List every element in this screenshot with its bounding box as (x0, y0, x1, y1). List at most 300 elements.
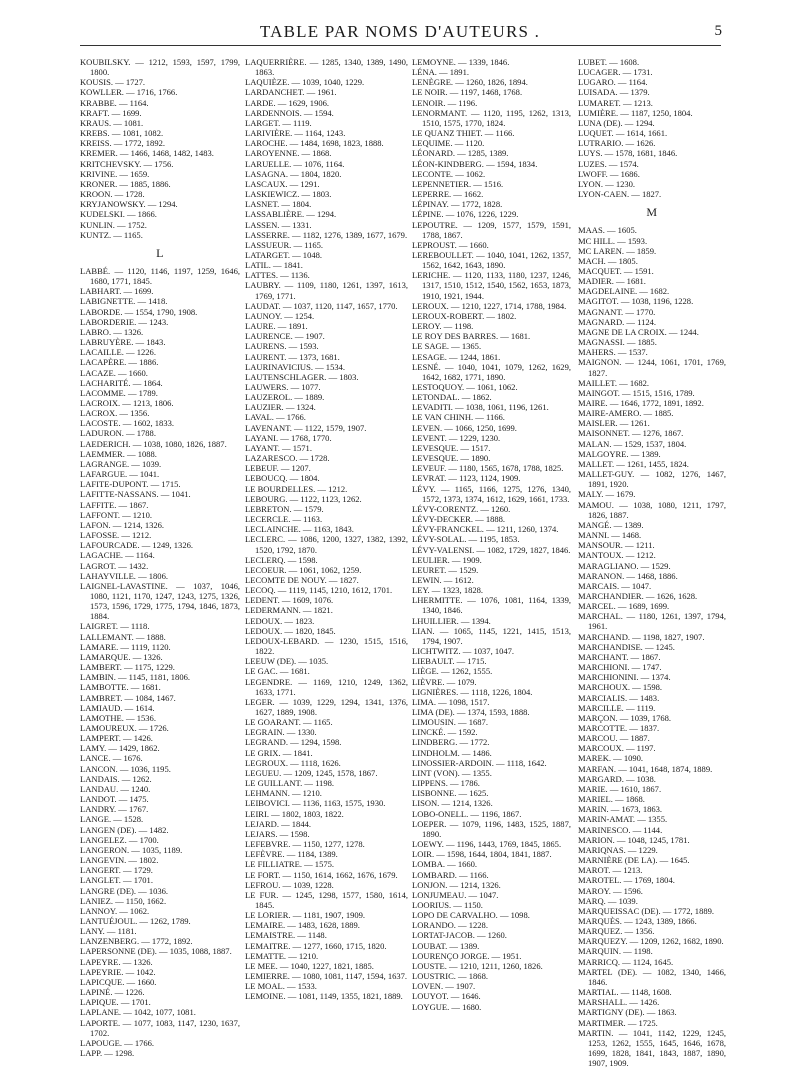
index-entry: MARCEL. — 1689, 1699. (578, 601, 670, 612)
index-entry: LANDOT. — 1475. (80, 794, 149, 805)
index-entry: LÉVY-SOLAL. — 1195, 1853. (412, 534, 520, 545)
index-entry: KOWLLER. — 1716, 1766. (80, 87, 178, 98)
index-entry: LAMARQUE. — 1326. (80, 651, 163, 662)
index-entry: LAMOUREUX. — 1726. (80, 723, 169, 733)
index-entry: LEFROU. — 1039, 1228. (245, 879, 334, 890)
index-entry: LAPOUGE. — 1766. (80, 1037, 155, 1048)
index-entry: MAIRE. — 1646, 1772, 1891, 1892. (578, 398, 704, 408)
index-entry: MARCHOUX. — 1598. (578, 682, 663, 693)
index-entry: LOEPER. — 1079, 1196, 1483, 1525, 1887, 1890. (412, 818, 571, 839)
index-entry: LACOMME. — 1789. (80, 387, 158, 398)
index-entry: LEULIER. — 1909. (412, 554, 482, 565)
index-entry: LÉPINE. — 1076, 1226, 1229. (412, 209, 519, 220)
index-entry: MAGNANT. — 1770. (578, 306, 656, 317)
index-entry: LAFOURCADE. — 1249, 1326. (80, 540, 194, 551)
index-entry: LAURINAVICIUS. — 1534. (245, 361, 346, 372)
index-entry: LAPICQUE. — 1660. (80, 976, 157, 987)
index-entry: LANGRE (DE). — 1036. (80, 885, 169, 896)
index-entry: LWOFF. — 1686. (578, 168, 640, 179)
index-entry: MC LAREN. — 1859. (578, 245, 657, 256)
index-entry: LUNA (DE). — 1294. (578, 117, 655, 128)
index-entry: LIMA (DE). — 1374, 1593, 1888. (412, 707, 530, 717)
index-entry: LE FUR. — 1245, 1298, 1577, 1580, 1614, 1845. (245, 889, 408, 910)
index-entry: LE LORIER. — 1181, 1907, 1909. (245, 910, 366, 921)
index-entry: MARIQNAS. — 1229. (578, 844, 658, 855)
index-entry: KRIVINE. — 1659. (80, 168, 150, 179)
index-entry: LARDE. — 1629, 1906. (245, 97, 330, 108)
index-entry: MARAGLIANO. — 1529. (578, 560, 671, 571)
index-entry: LECLAINCHE. — 1163, 1843. (245, 524, 354, 535)
index-entry: LECERCLE. — 1163. (245, 514, 323, 525)
index-column-2 (245, 57, 408, 1002)
index-entry: LAQUERRIÈRE. — 1285, 1340, 1389, 1490, 1863. (245, 57, 408, 78)
index-entry: LEVADITI. — 1038, 1061, 1196, 1261. (412, 402, 549, 413)
index-entry: LABORDE. — 1554, 1790, 1908. (80, 306, 198, 317)
index-entry: LEMAITRE. — 1277, 1660, 1715, 1820. (245, 940, 387, 951)
index-entry: LE FORT. — 1150, 1614, 1662, 1676, 1679. (245, 869, 398, 880)
index-entry: LEBEUF. — 1207. (245, 463, 311, 474)
index-entry: LETONDAL. — 1862. (412, 392, 492, 403)
index-entry: LEGENDRE. — 1169, 1210, 1249, 1362, 1633, 1771. (245, 676, 408, 697)
index-entry: LIMA. — 1098, 1517. (412, 696, 490, 707)
index-entry: LINCKÉ. — 1592. (412, 727, 478, 738)
index-entry: LACOSTE. — 1602, 1833. (80, 418, 175, 429)
index-entry: LANGERT. — 1729. (80, 865, 153, 876)
index-entry: LARIVIÈRE. — 1164, 1243. (245, 128, 346, 139)
page-header (80, 22, 720, 46)
index-entry: LAMBIN. — 1145, 1181, 1806. (80, 672, 190, 683)
index-entry: MC HILL. — 1593. (578, 235, 648, 246)
index-entry: LAMARE. — 1119, 1120. (80, 641, 171, 652)
index-entry: LAEMMER. — 1088. (80, 448, 157, 459)
index-entry: LASSEN. — 1331. (245, 219, 312, 230)
index-entry: MARCHAL. — 1180, 1261, 1397, 1794, 1961. (578, 611, 726, 632)
index-entry: MACQUET. — 1591. (578, 265, 654, 276)
index-entry: LADURON. — 1788. (80, 428, 156, 439)
index-entry: LUBET. — 1608. (578, 57, 640, 67)
index-entry: LATARGET. — 1048. (245, 249, 323, 260)
index-entry: MARCAIS. — 1047. (578, 580, 652, 591)
index-entry: MAMOU. — 1038, 1080, 1211, 1797, 1826, 1887. (578, 499, 726, 520)
index-entry: LEGRAND. — 1294, 1598. (245, 737, 342, 748)
index-entry: LANGE. — 1528. (80, 814, 144, 825)
index-entry: LENORMANT. — 1120, 1195, 1262, 1313, 1510, 1575, 1770, 1824. (412, 107, 571, 128)
index-entry: LACAILLE. — 1226. (80, 347, 156, 358)
index-entry: LASSUEUR. — 1165. (245, 239, 324, 250)
index-entry: LEWIN. — 1612. (412, 574, 474, 585)
index-entry: LAPEYRE. — 1326. (80, 956, 153, 967)
index-column-3 (412, 57, 571, 1012)
index-entry: KOUSIS. — 1727. (80, 77, 146, 88)
index-entry: LANGEN (DE). — 1482. (80, 824, 169, 835)
index-entry: LE QUANZ THIET. — 1166. (412, 128, 515, 139)
index-entry: MARTEL (DE). — 1082, 1340, 1466, 1846. (578, 966, 726, 987)
index-entry: LEPOUTRE. — 1209, 1577, 1579, 1591, 1788, 1867. (412, 219, 571, 240)
index-entry: LESTOQUOY. — 1061, 1062. (412, 382, 518, 392)
index-entry: MAGITOT. — 1038, 1196, 1228. (578, 296, 694, 307)
index-entry: LOUSTRIC. — 1868. (412, 971, 488, 982)
index-column-4 (578, 57, 726, 1068)
index-entry: MAHERS. — 1537. (578, 347, 648, 358)
index-entry: LHERMITTE. — 1076, 1081, 1164, 1339, 1340, 1846. (412, 595, 571, 616)
index-entry: LE SAGE. — 1365. (412, 341, 482, 352)
index-entry: LEURET. — 1529. (412, 564, 479, 575)
index-entry: MAILLET. — 1682. (578, 377, 650, 388)
index-entry: LABRO. — 1326. (80, 326, 144, 337)
index-entry: LAPEYRIE. — 1042. (80, 966, 156, 977)
index-entry: LEFEBVRE. — 1150, 1277, 1278. (245, 839, 365, 850)
index-entry: MAROTEL. — 1769, 1804. (578, 875, 675, 886)
index-entry: LANDAIS. — 1262. (80, 773, 152, 784)
index-entry: LABRUYÈRE. — 1843. (80, 337, 166, 348)
index-entry: LAROCHE. — 1484, 1698, 1823, 1888. (245, 138, 384, 149)
index-entry: LEDOUX-LEBARD. — 1230, 1515, 1516, 1822. (245, 635, 408, 657)
index-entry: MAROY. — 1596. (578, 885, 643, 896)
index-entry: MARQUEZY. — 1209, 1262, 1682, 1890. (578, 936, 724, 947)
index-entry: LAMY. — 1429, 1862. (80, 743, 160, 754)
index-entry: MARSHALL. — 1426. (578, 997, 660, 1008)
index-entry: MARINESCO. — 1144. (578, 824, 663, 835)
index-entry: LEDOUX. — 1820, 1845. (245, 625, 336, 636)
index-entry: LEROUX. — 1210, 1227, 1714, 1788, 1984. (412, 300, 567, 311)
index-entry: LAYANT. — 1571. (245, 442, 312, 453)
index-entry: LAMBOTTE. — 1681. (80, 682, 161, 693)
index-entry: LONJUMEAU. — 1047. (412, 889, 499, 900)
index-entry: MARQUEISSAC (DE). — 1772, 1889. (578, 905, 715, 916)
index-entry: MARQUIN. — 1198. (578, 946, 653, 957)
index-entry: LÉNA. — 1891. (412, 67, 469, 78)
index-entry: LAUNOY. — 1254. (245, 310, 315, 321)
index-entry: LANTUÉJOUL. — 1262, 1789. (80, 915, 191, 926)
index-entry: LERICHE. — 1120, 1133, 1180, 1237, 1246, 1317, 1510, 1512, 1540, 1562, 1653, 1873, 1910, 1921, 1944. (412, 270, 571, 301)
index-entry: LÉONARD. — 1285, 1389. (412, 148, 509, 159)
index-entry: LATIL. — 1841. (245, 260, 303, 271)
index-entry: KRYJANOWSKY. — 1294. (80, 199, 178, 210)
index-entry: LENOIR. — 1196. (412, 97, 478, 108)
index-entry: LE MEE. — 1040, 1227, 1821, 1885. (245, 960, 374, 971)
index-entry: LEMATTE. — 1210. (245, 950, 319, 961)
index-entry: LEGER. — 1039, 1229, 1294, 1341, 1376, 1627, 1889, 1908. (245, 696, 408, 717)
index-entry: KRABBE. — 1164. (80, 97, 149, 108)
index-entry: MARCOTTE. — 1837. (578, 723, 660, 733)
index-entry: LINDHOLM. — 1486. (412, 747, 492, 758)
index-entry: LUTRARIO. — 1626. (578, 138, 656, 149)
index-entry: LESAGE. — 1244, 1861. (412, 351, 501, 362)
index-entry: LACROIX. — 1213, 1806. (80, 398, 174, 408)
index-entry: LAUZIER. — 1324. (245, 402, 316, 413)
index-entry: LOEWY. — 1196, 1443, 1769, 1845, 1865. (412, 839, 562, 850)
index-entry: LEJARD. — 1844. (245, 818, 312, 829)
index-entry: LASCAUX. — 1291. (245, 178, 320, 189)
index-entry: LAMBERT. — 1175, 1229. (80, 662, 175, 673)
index-entry: LEVENT. — 1229, 1230. (412, 432, 501, 443)
index-entry: LISBONNE. — 1625. (412, 788, 489, 799)
section-letter: M (646, 205, 658, 220)
index-entry: LIAN. — 1065, 1145, 1221, 1415, 1513, 1794, 1907. (412, 625, 571, 646)
index-entry: LAURENCE. — 1907. (245, 331, 325, 342)
index-entry: LEMIERRE. — 1080, 1081, 1147, 1594, 1637. (245, 971, 408, 982)
page-number: 5 (714, 23, 722, 39)
index-entry: MARFAN. — 1041, 1648, 1874, 1889. (578, 763, 713, 774)
index-entry: LAGRANGE. — 1039. (80, 458, 162, 469)
index-entry: MANSOUR. — 1211. (578, 540, 655, 551)
index-entry: LUZES. — 1574. (578, 158, 639, 169)
index-entry: LEMOINE. — 1081, 1149, 1355, 1821, 1889. (245, 991, 403, 1002)
index-entry: LEFÈVRE. — 1184, 1389. (245, 849, 338, 860)
index-entry: LE GAC. — 1681. (245, 666, 310, 677)
index-entry: LUYS. — 1578, 1681, 1846. (578, 148, 678, 159)
index-entry: LACAZE. — 1660. (80, 367, 148, 378)
index-entry: LOURENÇO JORGE. — 1951. (412, 950, 522, 961)
index-entry: LAPIQUE. — 1701. (80, 997, 151, 1008)
index-entry: LAMOTHE. — 1536. (80, 712, 156, 723)
index-entry: LEPERRE. — 1662. (412, 189, 484, 200)
index-entry: KOUBILSKY. — 1212, 1593, 1597, 1799, 1800. (80, 57, 240, 78)
index-entry: LAHAYVILLE. — 1806. (80, 570, 168, 581)
index-entry: LEMOYNE. — 1339, 1846. (412, 57, 510, 67)
index-entry: MARTIN. — 1041, 1142, 1229, 1245, 1253, 1262, 1555, 1645, 1646, 1678, 1699, 1828, 1841, 1843, 1887, 1890, 1907, 1909. (578, 1027, 726, 1069)
index-entry: LINT (VON). — 1355. (412, 767, 492, 778)
index-entry: LANGELEZ. — 1700. (80, 834, 159, 845)
index-entry: LESNÉ. — 1040, 1041, 1079, 1262, 1629, 1642, 1682, 1771, 1890. (412, 361, 571, 382)
index-entry: LAUTENSCHLAGER. — 1803. (245, 371, 359, 382)
index-entry: LEGROUX. — 1118, 1626. (245, 757, 341, 768)
index-entry: LANY. — 1181. (80, 926, 137, 937)
index-entry: LAFON. — 1214, 1326. (80, 519, 165, 530)
index-entry: LÉVY-VALENSI. — 1082, 1729, 1827, 1846. (412, 544, 571, 555)
index-entry: MARIN. — 1673, 1863. (578, 804, 663, 815)
index-entry: LANZENBERG. — 1772, 1892. (80, 936, 193, 947)
index-entry: LAIGRET. — 1118. (80, 621, 150, 632)
index-entry: LE NOIR. — 1197, 1468, 1768. (412, 87, 523, 98)
index-entry: LAIGNEL-LAVASTINE. — 1037, 1046, 1080, 1121, 1170, 1247, 1243, 1275, 1326, 1573, 1596, 1729, 1775, 1794, 1846, 1873, 1884. (80, 580, 240, 622)
index-entry: MADIER. — 1681. (578, 276, 646, 287)
index-entry: LACHARITÉ. — 1864. (80, 377, 163, 388)
index-entry: MARCHANDISE. — 1245. (578, 641, 675, 652)
index-entry: LEREBOULLET. — 1040, 1041, 1262, 1357, 1562, 1642, 1643, 1890. (412, 249, 571, 271)
index-entry: LARDENNOIS. — 1594. (245, 107, 334, 118)
index-entry: LEGUEU. — 1209, 1245, 1578, 1867. (245, 767, 378, 778)
index-entry: LUMARET. — 1213. (578, 97, 653, 108)
index-entry: LONJON. — 1214, 1326. (412, 879, 501, 890)
index-entry: LEY. — 1323, 1828. (412, 585, 484, 596)
index-entry: LAUZEROL. — 1889. (245, 392, 325, 403)
index-entry: LAURENT. — 1373, 1681. (245, 351, 340, 362)
index-entry: MARTIAL. — 1148, 1608. (578, 987, 672, 998)
index-entry: LOUYOT. — 1646. (412, 991, 481, 1002)
index-entry: LICHTWITZ. — 1037, 1047. (412, 646, 515, 657)
index-entry: LIÈGE. — 1262, 1555. (412, 666, 493, 677)
index-entry: LOIR. — 1598, 1644, 1804, 1841, 1887. (412, 849, 552, 860)
index-entry: LE ROY DES BARRES. — 1681. (412, 331, 531, 342)
index-entry: LAZARESCO. — 1728. (245, 453, 330, 464)
index-entry: LANCE. — 1676. (80, 753, 143, 764)
index-entry: LASSERRE. — 1182, 1276, 1389, 1677, 1679. (245, 229, 408, 240)
index-entry: MALGOYRE. — 1389. (578, 448, 661, 459)
index-entry: MARCOU. — 1887. (578, 733, 650, 744)
index-entry: LEHMANN. — 1210. (245, 788, 322, 799)
index-entry: LAUBRY. — 1109, 1180, 1261, 1397, 1613, 1769, 1771. (245, 280, 408, 301)
index-entry: LABBÉ. — 1120, 1146, 1197, 1259, 1646, 1680, 1771, 1845. (80, 265, 240, 287)
index-entry: MARGARD. — 1038. (578, 773, 656, 784)
index-entry: MARRICQ. — 1124, 1645. (578, 956, 674, 967)
index-entry: LAFITTE-NASSANS. — 1041. (80, 489, 191, 500)
index-entry: KREMER. — 1466, 1468, 1482, 1483. (80, 148, 214, 159)
index-entry: LEBOURG. — 1122, 1123, 1262. (245, 493, 362, 504)
index-entry: LACAPÈRE. — 1886. (80, 357, 159, 368)
index-entry: LANDAU. — 1240. (80, 783, 151, 794)
index-entry: LÉPINAY. — 1772, 1828. (412, 199, 503, 210)
index-entry: MAISLER. — 1261. (578, 418, 650, 429)
index-entry: LANGLET. — 1701. (80, 875, 153, 886)
index-entry: LECLERC. — 1086, 1200, 1327, 1382, 1392, 1520, 1792, 1870. (245, 534, 408, 555)
index-entry: MAIGNON. — 1244, 1061, 1701, 1769, 1827. (578, 357, 726, 378)
index-entry: LANGEVIN. — 1802. (80, 855, 159, 866)
index-entry: LÉVY. — 1165, 1166, 1275, 1276, 1340, 1572, 1373, 1374, 1612, 1629, 1661, 1733. (412, 483, 571, 504)
index-entry: MAGDELAINE. — 1682. (578, 286, 670, 297)
index-entry: LIGNIÈRES. — 1118, 1226, 1804. (412, 686, 533, 697)
index-entry: LAPINÉ. — 1226. (80, 987, 145, 998)
index-entry: LAMPERT. — 1426. (80, 733, 153, 744)
index-entry: MAISONNET. — 1276, 1867. (578, 428, 684, 439)
index-entry: MAROT. — 1213. (578, 865, 643, 876)
index-entry: KUDELSKI. — 1866. (80, 209, 157, 220)
index-entry: MARQUÈS. — 1243, 1389, 1866. (578, 915, 697, 926)
index-entry: LEPROUST. — 1660. (412, 239, 489, 250)
index-entry: LECONTE. — 1062. (412, 168, 486, 179)
index-entry: LEVESQUE. — 1517. (412, 442, 491, 453)
index-entry: LISON. — 1214, 1326. (412, 798, 493, 809)
index-entry: LIEBAULT. — 1715. (412, 656, 487, 667)
index-entry: LEDERMANN. — 1821. (245, 605, 333, 616)
index-entry: LECLERQ. — 1598. (245, 554, 318, 565)
index-entry: MAIRE-AMERO. — 1885. (578, 408, 674, 419)
index-entry: LUCAGER. — 1731. (578, 67, 653, 78)
index-entry: LIPPENS. — 1786. (412, 778, 480, 789)
index-entry: LANIEZ. — 1150, 1662. (80, 895, 167, 906)
index-entry: LACROX. — 1356. (80, 408, 150, 419)
index-entry: KROON. — 1728. (80, 189, 145, 200)
index-entry: MARCHAND. — 1198, 1827, 1907. (578, 631, 705, 642)
index-entry: MARCHIONI. — 1747. (578, 662, 662, 673)
index-entry: LEMAISTRE. — 1148. (245, 930, 327, 941)
index-entry: LIÈVRE. — 1079. (412, 676, 477, 687)
index-entry: MAAS. — 1605. (578, 225, 637, 236)
index-entry: LAUWERS. — 1077. (245, 382, 321, 392)
index-entry: LAVAL. — 1766. (245, 412, 306, 423)
index-entry: MARQUEZ. — 1356. (578, 926, 655, 937)
index-entry: LE MOAL. — 1533. (245, 981, 317, 992)
index-entry: LEEUW (DE). — 1035. (245, 656, 329, 667)
index-entry: LAFFITE. — 1867. (80, 499, 149, 510)
index-entry: LEQUIME. — 1120. (412, 138, 485, 149)
page-title: TABLE PAR NOMS D'AUTEURS . (259, 22, 541, 41)
index-entry: LASNET. — 1804. (245, 199, 312, 210)
index-entry: LIMOUSIN. — 1687. (412, 717, 488, 728)
index-entry: LUMIÈRE. — 1187, 1250, 1804. (578, 107, 693, 118)
index-entry: MARNIÈRE (DE LA). — 1645. (578, 855, 690, 866)
index-entry: LE GOARANT. — 1165. (245, 717, 333, 728)
index-entry: MANTOUX. — 1212. (578, 550, 656, 561)
index-entry: LUGARO. — 1164. (578, 77, 648, 88)
index-entry: LAMBRET. — 1084, 1467. (80, 692, 176, 703)
index-entry: LOYGUE. — 1680. (412, 1001, 482, 1012)
index-entry: KRITCHEVSKY. — 1756. (80, 158, 174, 169)
index-entry: LANCON. — 1036, 1195. (80, 763, 171, 774)
index-entry: MARIEL. — 1868. (578, 794, 645, 805)
index-entry: LALLEMANT. — 1888. (80, 631, 166, 642)
index-entry: LAURE. — 1891. (245, 321, 308, 332)
index-entry: MARANON. — 1468, 1886. (578, 570, 678, 581)
index-entry: MARQ. — 1039. (578, 895, 638, 906)
index-entry: LAGROT. — 1432. (80, 560, 149, 571)
index-entry: LOVEN. — 1907. (412, 981, 476, 992)
index-entry: LOUBAT. — 1389. (412, 940, 480, 951)
index-entry: LOMBARD. — 1166. (412, 869, 489, 880)
index-entry: LOPO DE CARVALHO. — 1098. (412, 910, 530, 921)
index-entry: LE GUILLANT. — 1198. (245, 778, 335, 789)
index-entry: LAROYENNE. — 1868. (245, 148, 332, 159)
index-entry: LHUILLIER. — 1394. (412, 615, 491, 626)
index-entry: LEVESQUE. — 1890. (412, 453, 491, 464)
index-entry: LANGERON. — 1035, 1189. (80, 844, 183, 855)
index-entry: LAFOSSE. — 1212. (80, 530, 152, 541)
index-entry: LAPORTE. — 1077, 1083, 1147, 1230, 1637, 1702. (80, 1017, 240, 1038)
index-entry: MALLET-GUY. — 1082, 1276, 1467, 1891, 1920. (578, 469, 726, 490)
index-entry: LAPERSONNE (DE). — 1035, 1088, 1887. (80, 946, 232, 957)
index-entry: MAINGOT. — 1515, 1516, 1789. (578, 387, 695, 398)
index-entry: LECOEUR. — 1061, 1062, 1259. (245, 564, 362, 575)
index-entry: LARGET. — 1119. (245, 117, 312, 128)
index-entry: MAGNARD. — 1124. (578, 316, 657, 327)
index-entry: LAVENANT. — 1122, 1579, 1907. (245, 422, 367, 433)
index-entry: LÉVY-DECKER. — 1888. (412, 514, 506, 525)
index-entry: LE FILLIATRE. — 1575. (245, 859, 335, 870)
index-entry: LASSABLIÈRE. — 1294. (245, 209, 337, 220)
index-entry: LOBO-ONELL. — 1196, 1867. (412, 808, 522, 819)
index-entry: KRAFT. — 1699. (80, 107, 142, 118)
index-entry: LEMAIRE. — 1483, 1628, 1889. (245, 920, 360, 931)
index-entry: MALY. — 1679. (578, 489, 636, 500)
index-entry: LEROUX-ROBERT. — 1802. (412, 310, 517, 321)
index-entry: LANNOY. — 1062. (80, 905, 150, 916)
index-entry: LEPENNETIER. — 1516. (412, 178, 504, 189)
index-entry: MARCILLE. — 1119. (578, 702, 656, 713)
index-entry: LYON. — 1230. (578, 178, 636, 189)
index-entry: LOORIUS. — 1150. (412, 899, 483, 910)
index-entry: LEVEUF. — 1180, 1565, 1678, 1788, 1825. (412, 463, 564, 474)
index-entry: LUQUET. — 1614, 1661. (578, 128, 668, 139)
index-entry: LABIGNETTE. — 1418. (80, 296, 168, 307)
index-entry: MAREK. — 1090. (578, 753, 644, 764)
index-entry: LORTAT-JACOB. — 1260. (412, 930, 507, 941)
index-entry: LUISADA. — 1379. (578, 87, 650, 98)
header-rule (80, 45, 721, 46)
index-entry: MARÇON. — 1039, 1768. (578, 712, 672, 723)
index-entry: LÉON-KINDBERG. — 1594, 1834. (412, 158, 538, 169)
index-entry: LEIRI. — 1802, 1803, 1822. (245, 808, 344, 819)
index-entry: LAFARGUE. — 1041. (80, 469, 160, 480)
index-entry: LOMBA. — 1660. (412, 859, 478, 870)
index-entry: LINDBERG. — 1772. (412, 737, 490, 748)
index-entry: KUNLIN. — 1752. (80, 219, 147, 230)
index-entry: LASKIEWICZ. — 1803. (245, 189, 332, 200)
index-entry: LOUSTE. — 1210, 1211, 1260, 1826. (412, 960, 543, 971)
index-entry: LEROY. — 1198. (412, 321, 474, 332)
index-entry: MARIE. — 1610, 1867. (578, 783, 662, 794)
index-entry: MARION. — 1048, 1245, 1781. (578, 834, 690, 845)
index-entry: MARCIALIS. — 1483. (578, 692, 660, 703)
